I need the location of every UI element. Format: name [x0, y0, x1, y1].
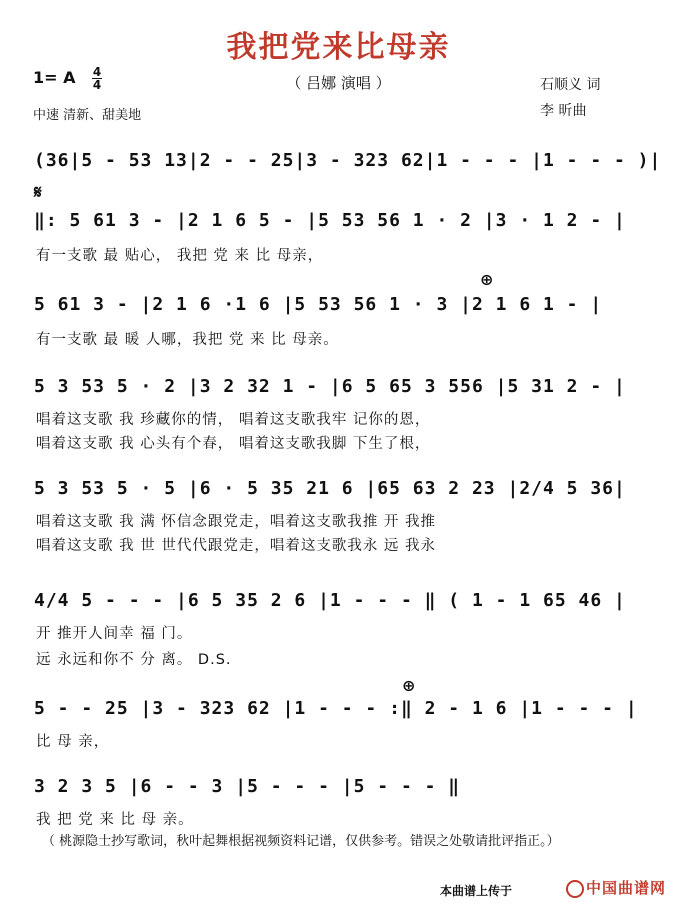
time-signature-top: 4	[92, 65, 102, 79]
segno-mark: 𝄋	[34, 182, 42, 203]
notation-row-4: 5 3 53 5 · 2 |3 2 32 1 - |6 5 65 3 556 |5 31 2 - |	[34, 376, 626, 397]
notation-row-3: 5 61 3 - |2 1 6 ·1 6 |5 53 56 1 · 3 |2 1 6 1 - |	[34, 294, 603, 315]
notation-row-2: ‖: 5 61 3 - |2 1 6 5 - |5 53 56 1 · 2 |3 · 1 2 - |	[34, 210, 626, 231]
site-logo	[566, 877, 666, 898]
composer-credit: 李 昕曲	[540, 103, 587, 119]
coda-mark: ⊕	[480, 270, 494, 289]
lyrics-row-8: 我 把 党 来 比 母 亲。	[36, 812, 194, 828]
upload-label: 本曲谱上传于	[440, 884, 513, 898]
lyrics-row-2: 有一支歌 最 贴心， 我把 党 来 比 母亲，	[36, 248, 324, 264]
notation-row-8: 3 2 3 5 |6 - - 3 |5 - - - |5 - - - ‖	[34, 776, 461, 797]
lyrics-row-3: 有一支歌 最 暖 人哪，我把 党 来 比 母亲。	[36, 332, 339, 348]
lyrics-row-4a: 唱着这支歌 我 珍藏你的情， 唱着这支歌我牢 记你的恩，	[36, 412, 431, 428]
notation-row-5: 5 3 53 5 · 5 |6 · 5 35 21 6 |65 63 2 23 |2/4 5 36|	[34, 478, 626, 499]
song-title: 我把党来比母亲	[226, 30, 451, 65]
site-logo-icon	[566, 880, 584, 898]
notation-row-1: (36|5 - 53 13|2 - - 25|3 - 323 62|1 - - - |1 - - - )|	[34, 150, 662, 171]
key-signature: 1= A	[33, 68, 76, 87]
tempo-marking: 中速 清新、甜美地	[33, 108, 142, 123]
lyrics-row-5b: 唱着这支歌 我 世 世代代跟党走，唱着这支歌我永 远 我永	[36, 538, 437, 554]
lyrics-row-6a: 开 推开人间幸 福 门。	[36, 626, 193, 642]
lyrics-row-6b: 远 永远和你不 分 离。 D.S.	[36, 652, 232, 668]
notation-row-7: 5 - - 25 |3 - 323 62 |1 - - - :‖ 2 - 1 6 |1 - - - |	[34, 698, 638, 719]
lyricist-credit: 石顺义 词	[540, 77, 601, 93]
lyrics-row-7: 比 母 亲，	[36, 734, 110, 750]
time-signature-bottom: 4	[92, 78, 102, 92]
site-logo-text: 中国曲谱网	[586, 879, 667, 897]
notation-row-6: 4/4 5 - - - |6 5 35 2 6 |1 - - - ‖ ( 1 - 1 65 46 |	[34, 590, 626, 611]
singer-credit: （ 吕娜 演唱 ）	[286, 74, 391, 92]
lyrics-row-4b: 唱着这支歌 我 心头有个春， 唱着这支歌我脚 下生了根，	[36, 436, 431, 452]
transcription-note: （ 桃源隐士抄写歌词，秋叶起舞根据视频资料记谱，仅供参考。错误之处敬请批评指正。）	[42, 834, 560, 849]
coda-mark-2: ⊕	[402, 676, 416, 695]
lyrics-row-5a: 唱着这支歌 我 满 怀信念跟党走，唱着这支歌我推 开 我推	[36, 514, 437, 530]
